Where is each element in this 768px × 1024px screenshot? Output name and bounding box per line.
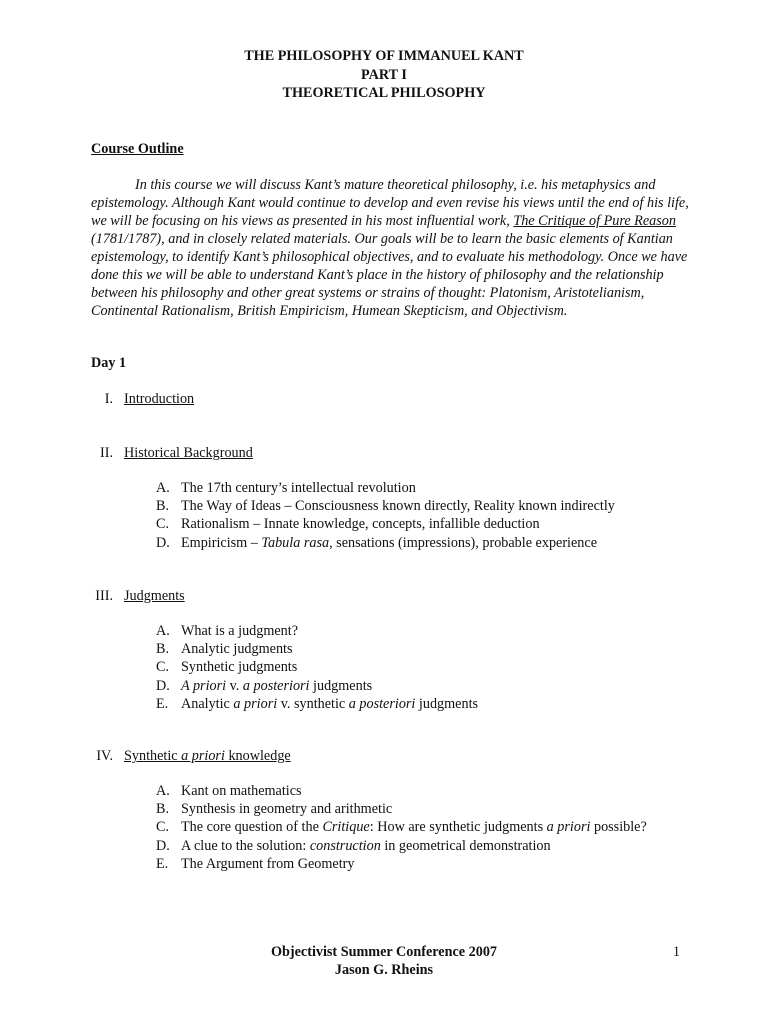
item-text-italic: A priori <box>181 677 227 694</box>
item-text: Rationalism – Innate knowledge, concepts, infallible deduction <box>181 516 540 533</box>
section-numeral: IV. <box>96 748 113 764</box>
list-item <box>0 658 768 676</box>
page-number: 1 <box>672 944 680 960</box>
item-letter: C. <box>156 516 170 533</box>
footer-conference: Objectivist Summer Conference 2007 <box>270 944 498 960</box>
section-ii-items <box>0 479 768 552</box>
list-item <box>0 497 768 515</box>
item-text-italic: Critique <box>322 819 370 836</box>
item-letter: D. <box>156 534 170 551</box>
item-text-mid: v. synthetic <box>277 695 349 712</box>
item-letter: B. <box>156 641 170 658</box>
list-item <box>0 800 768 818</box>
item-text-post: in geometrical demonstration <box>380 837 551 854</box>
section-title <box>124 747 291 765</box>
item-text-post: , sensations (impressions), probable experience <box>329 534 597 551</box>
item-text: Analytic judgments <box>181 641 293 658</box>
item-text-post: judgments <box>415 695 479 712</box>
section-title-pre: Synthetic <box>124 748 182 764</box>
list-item <box>0 479 768 497</box>
item-text <box>181 695 478 713</box>
section-iv-items <box>0 782 768 873</box>
list-item <box>0 818 768 836</box>
section-numeral: III. <box>95 588 113 604</box>
intro-text-part-1: In this course we will discuss Kant’s mature theoretical philosophy, i.e. his metaphysics and epistemology. Although Kant would continue to develop and even revise his views until the end of his life, we will be focusing on his views as presented in his most influential work, <box>91 177 689 229</box>
item-text-post: judgments <box>309 677 373 694</box>
course-outline-heading: Course Outline <box>91 141 184 157</box>
item-text-pre: Empiricism – <box>181 534 262 551</box>
item-letter: D. <box>156 837 170 854</box>
item-text: Synthetic judgments <box>181 659 298 676</box>
list-item <box>0 534 768 552</box>
item-letter: E. <box>156 695 169 712</box>
item-text-italic: a priori <box>546 819 591 836</box>
item-text-italic: a posteriori <box>242 677 310 694</box>
item-letter: C. <box>156 819 170 836</box>
section-title: Historical Background <box>124 445 253 461</box>
item-letter: D. <box>156 677 170 694</box>
item-letter: A. <box>156 783 170 799</box>
item-letter: E. <box>156 855 169 872</box>
item-text-italic: a posteriori <box>348 695 416 712</box>
section-title-italic: a priori <box>181 748 225 764</box>
list-item <box>0 837 768 855</box>
item-text <box>181 534 597 552</box>
day-heading: Day 1 <box>91 355 127 371</box>
list-item <box>0 695 768 713</box>
item-text: The Argument from Geometry <box>181 855 355 872</box>
list-item <box>0 782 768 800</box>
section-title: Introduction <box>124 391 195 407</box>
item-text <box>181 818 647 836</box>
list-item <box>0 677 768 695</box>
item-text: What is a judgment? <box>181 623 299 639</box>
item-text-italic: Tabula rasa <box>261 534 330 551</box>
item-text-post: possible? <box>590 819 647 836</box>
item-letter: C. <box>156 659 170 676</box>
item-text-italic: construction <box>309 837 381 854</box>
document-title <box>0 47 768 103</box>
list-item <box>0 622 768 640</box>
section-numeral: I. <box>104 391 113 407</box>
item-text: Synthesis in geometry and arithmetic <box>181 801 393 818</box>
footer-author: Jason G. Rheins <box>334 962 434 978</box>
item-text: The 17th century’s intellectual revolution <box>181 480 416 496</box>
item-text: The Way of Ideas – Consciousness known directly, Reality known indirectly <box>181 498 615 515</box>
section-title-post: knowledge <box>224 748 291 764</box>
item-text <box>181 677 372 695</box>
section-numeral: II. <box>100 445 113 461</box>
page-footer <box>0 943 768 979</box>
item-text-pre: A clue to the solution: <box>181 837 310 854</box>
item-letter: B. <box>156 801 170 818</box>
item-text-mid: v. <box>226 677 243 694</box>
title-line-2: PART I <box>361 66 407 83</box>
section-title: Judgments <box>124 588 185 604</box>
item-text-mid: : How are synthetic judgments <box>369 819 547 836</box>
item-text-italic: a priori <box>233 695 278 712</box>
course-outline-paragraph <box>91 176 691 320</box>
title-line-1: THE PHILOSOPHY OF IMMANUEL KANT <box>244 48 524 64</box>
book-title: The Critique of Pure Reason <box>513 213 676 229</box>
item-text-pre: The core question of the <box>181 819 323 836</box>
section-iii-items <box>0 622 768 713</box>
item-letter: B. <box>156 498 170 515</box>
list-item <box>0 855 768 873</box>
item-text <box>181 837 551 855</box>
list-item <box>0 515 768 533</box>
item-text-pre: Analytic <box>181 695 234 712</box>
list-item <box>0 640 768 658</box>
item-text: Kant on mathematics <box>181 783 302 799</box>
item-letter: A. <box>156 623 170 639</box>
item-letter: A. <box>156 480 170 496</box>
title-line-3: THEORETICAL PHILOSOPHY <box>282 85 486 101</box>
intro-text-part-2: (1781/1787), and in closely related materials. Our goals will be to learn the basic elements of Kantian epistemology, to identify Kant’s philosophical objectives, and to evaluate his methodology. Once we have done this we will be able to understand Kant’s place in the history of philosophy and the relationship between his philosophy and other great systems or strains of thought: Platonism, Aristotelianism, Continental Rationalism, British Empiricism, Humean Skepticism, and Objectivism. <box>91 231 688 319</box>
